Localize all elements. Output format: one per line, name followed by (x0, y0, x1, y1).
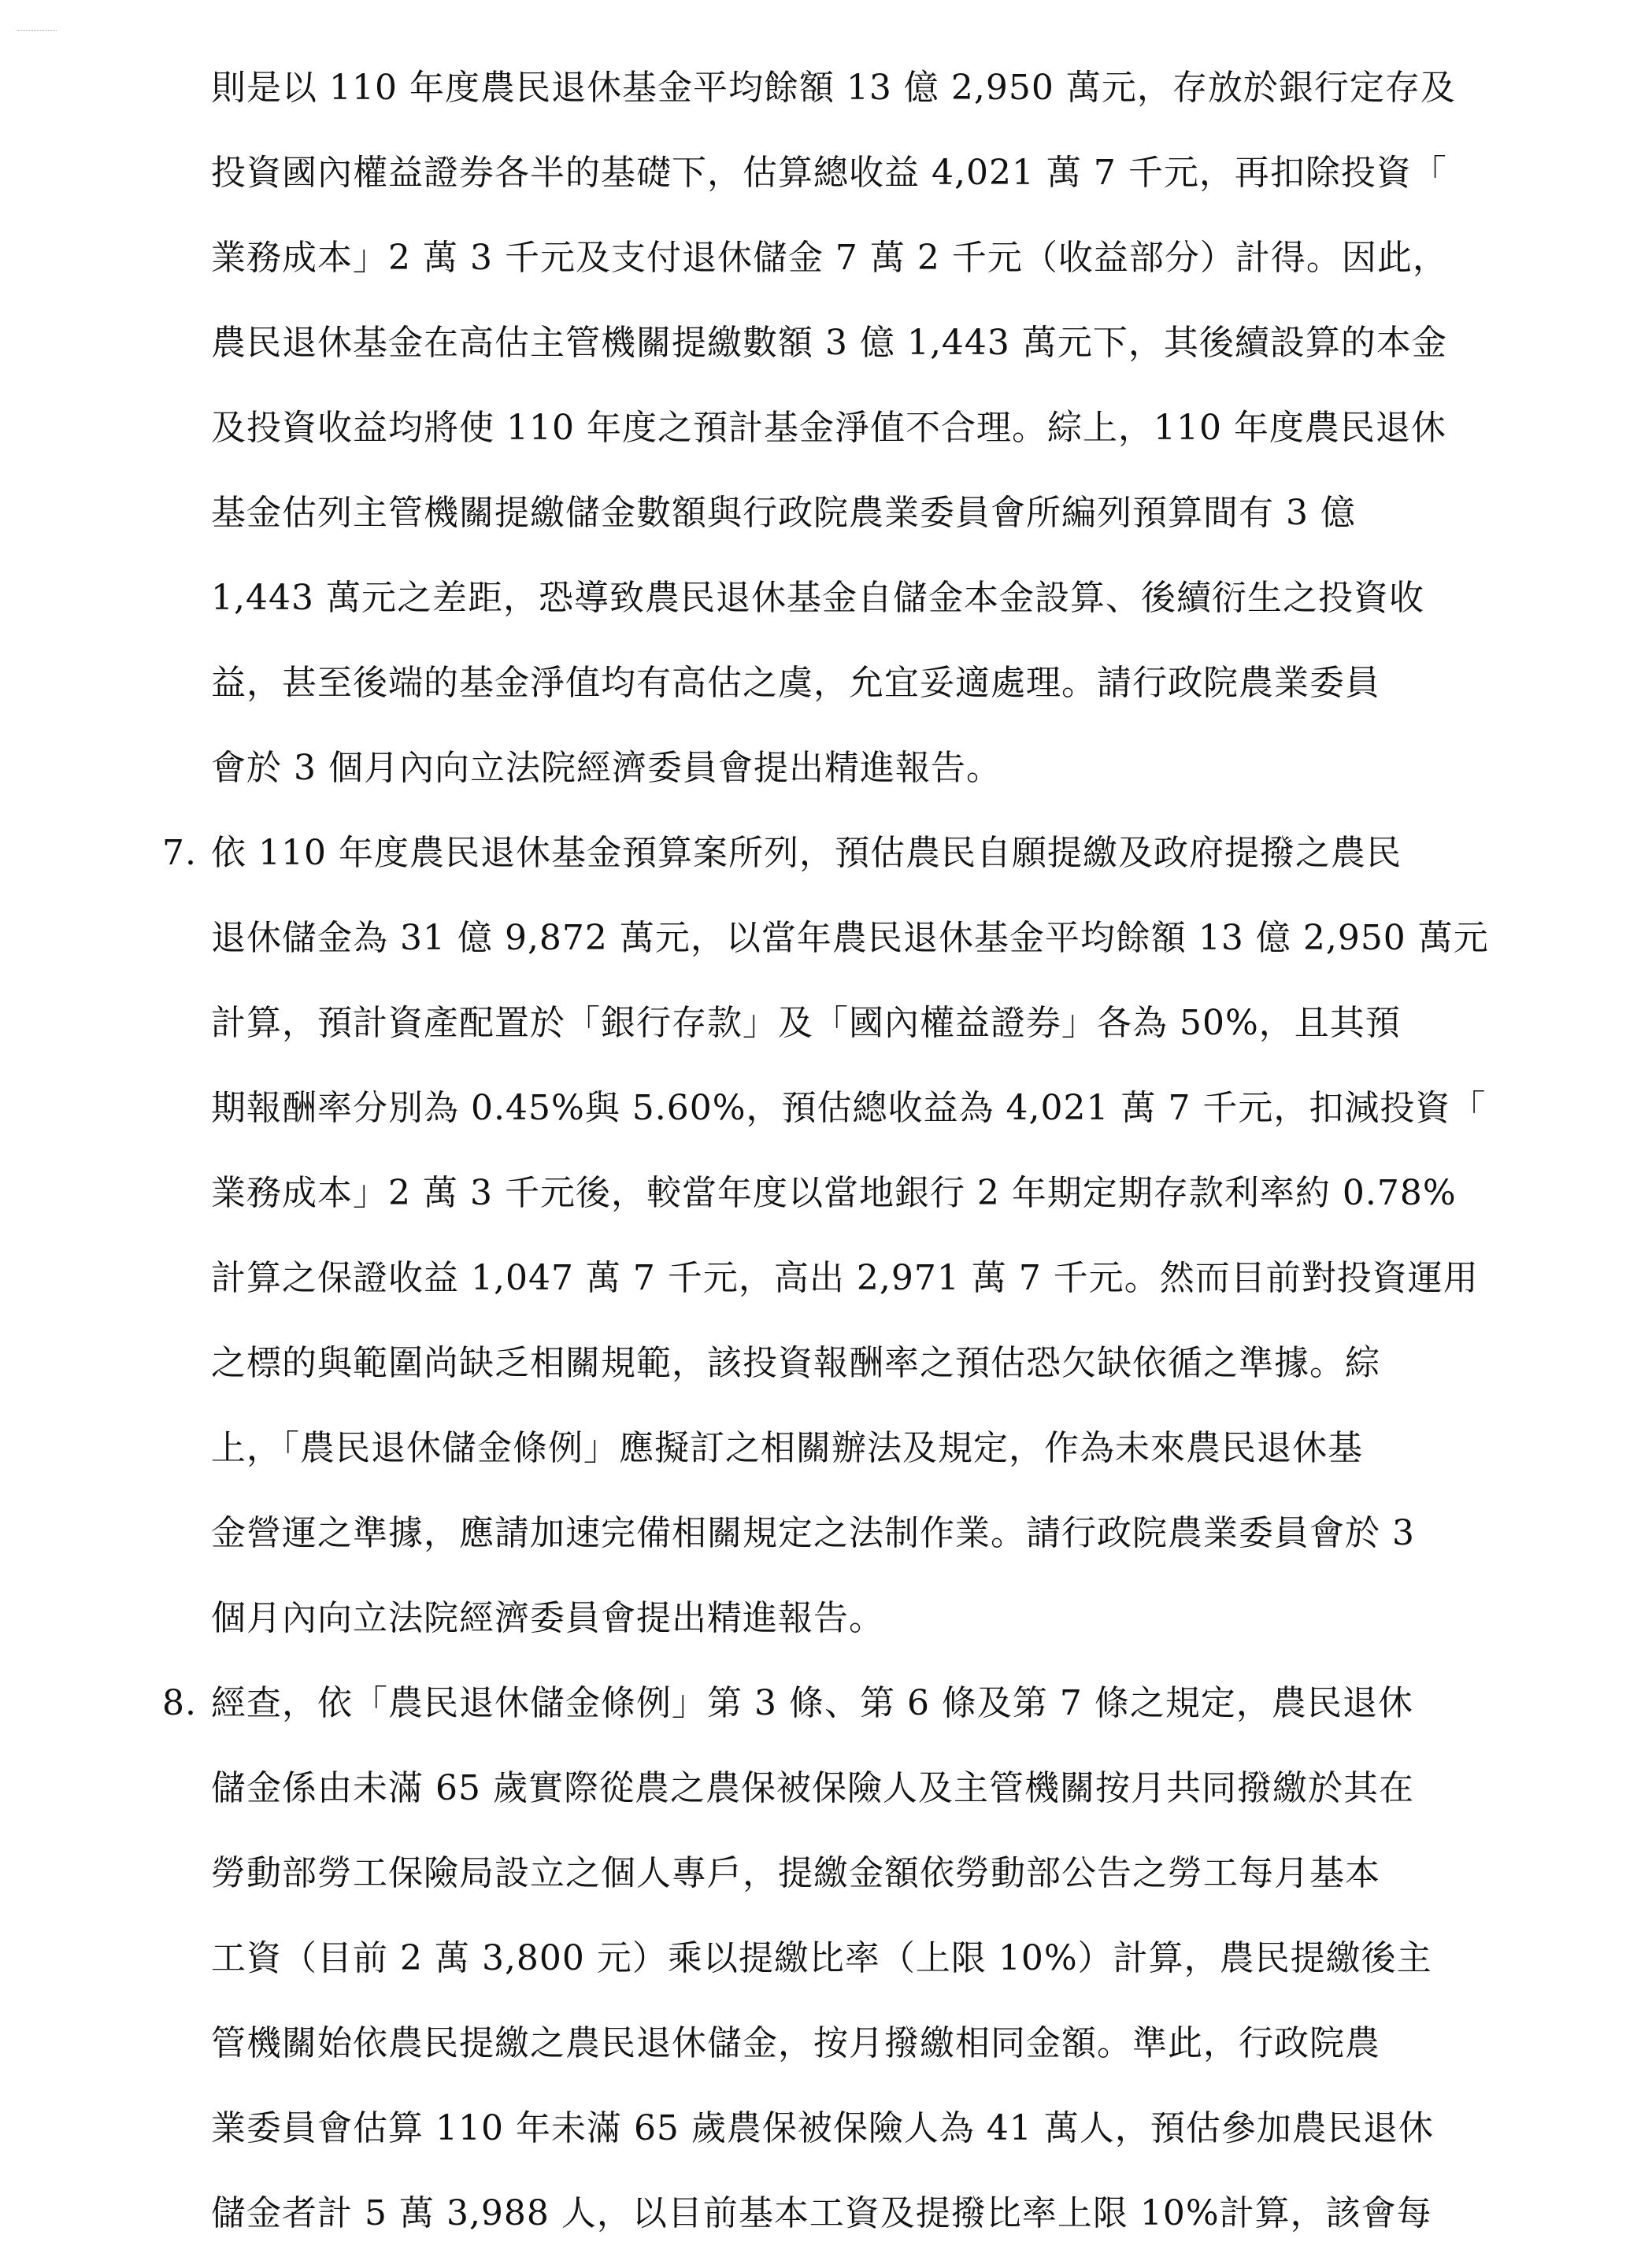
paragraph-line: 益，甚至後端的基金淨值均有高估之虞，允宜妥適處理。請行政院農業委員 (211, 663, 1380, 703)
item-7-line: 個月內向立法院經濟委員會提出精進報告。 (211, 1598, 884, 1638)
item-8-line: 工資（目前 2 萬 3,800 元）乘以提繳比率（上限 10%）計算，農民提繳後主 (211, 1938, 1432, 1978)
item-7-line: 上，「農民退休儲金條例」應擬訂之相關辦法及規定，作為未來農民退休基 (211, 1428, 1363, 1468)
item-7-first-line (162, 830, 1402, 877)
item-7-line: 計算之保證收益 1,047 萬 7 千元，高出 2,971 萬 7 千元。然而目前對投資運用 (211, 1258, 1479, 1298)
item-8-line: 儲金係由未滿 65 歲實際從農之農保被保險人及主管機關按月共同撥繳於其在 (211, 1768, 1414, 1808)
paragraph-line: 投資國內權益證券各半的基礎下，估算總收益 4,021 萬 7 千元，再扣除投資「 (211, 153, 1447, 193)
paragraph-line: 則是以 110 年度農民退休基金平均餘額 13 億 2,950 萬元，存放於銀行定存及 (211, 68, 1456, 108)
scan-mark (17, 30, 57, 31)
item-7-line: 退休儲金為 31 億 9,872 萬元，以當年農民退休基金平均餘額 13 億 2,950 萬元 (211, 918, 1489, 958)
paragraph-line: 業務成本」2 萬 3 千元及支付退休儲金 7 萬 2 千元（收益部分）計得。因此， (211, 238, 1448, 278)
item-8-text: 經查，依「農民退休儲金條例」第 3 條、第 6 條及第 7 條之規定，農民退休 (211, 1683, 1413, 1723)
item-8-marker: 8. (162, 1683, 197, 1723)
item-7-line: 金營運之準據，應請加速完備相關規定之法制作業。請行政院農業委員會於 3 (211, 1513, 1415, 1553)
item-8-line: 業委員會估算 110 年未滿 65 歲農保被保險人為 41 萬人，預估參加農民退休 (211, 2108, 1434, 2148)
item-8-line: 管機關始依農民提繳之農民退休儲金，按月撥繳相同金額。準此，行政院農 (211, 2023, 1380, 2063)
paragraph-line: 會於 3 個月內向立法院經濟委員會提出精進報告。 (211, 748, 1002, 788)
item-7-line: 業務成本」2 萬 3 千元後，較當年度以當地銀行 2 年期定期存款利率約 0.78% (211, 1173, 1457, 1213)
item-8-first-line (162, 1680, 1413, 1727)
item-8-line: 勞動部勞工保險局設立之個人專戶，提繳金額依勞動部公告之勞工每月基本 (211, 1853, 1380, 1893)
item-8-line: 儲金者計 5 萬 3,988 人，以目前基本工資及提撥比率上限 10%計算，該會每 (211, 2193, 1432, 2233)
item-7-line: 期報酬率分別為 0.45%與 5.60%，預估總收益為 4,021 萬 7 千元，扣減投資「 (211, 1088, 1487, 1128)
item-7-line: 計算，預計資產配置於「銀行存款」及「國內權益證券」各為 50%，且其預 (211, 1003, 1401, 1043)
item-7-text: 依 110 年度農民退休基金預算案所列，預估農民自願提繳及政府提撥之農民 (211, 833, 1402, 873)
paragraph-line: 1,443 萬元之差距，恐導致農民退休基金自儲金本金設算、後續衍生之投資收 (211, 578, 1424, 618)
paragraph-line: 及投資收益均將使 110 年度之預計基金淨值不合理。綜上，110 年度農民退休 (211, 408, 1446, 448)
item-7-marker: 7. (162, 833, 197, 873)
paragraph-line: 基金估列主管機關提繳儲金數額與行政院農業委員會所編列預算間有 3 億 (211, 493, 1356, 533)
paragraph-line: 農民退休基金在高估主管機關提繳數額 3 億 1,443 萬元下，其後續設算的本金 (211, 323, 1447, 363)
item-7-line: 之標的與範圍尚缺乏相關規範，該投資報酬率之預估恐欠缺依循之準據。綜 (211, 1343, 1380, 1383)
